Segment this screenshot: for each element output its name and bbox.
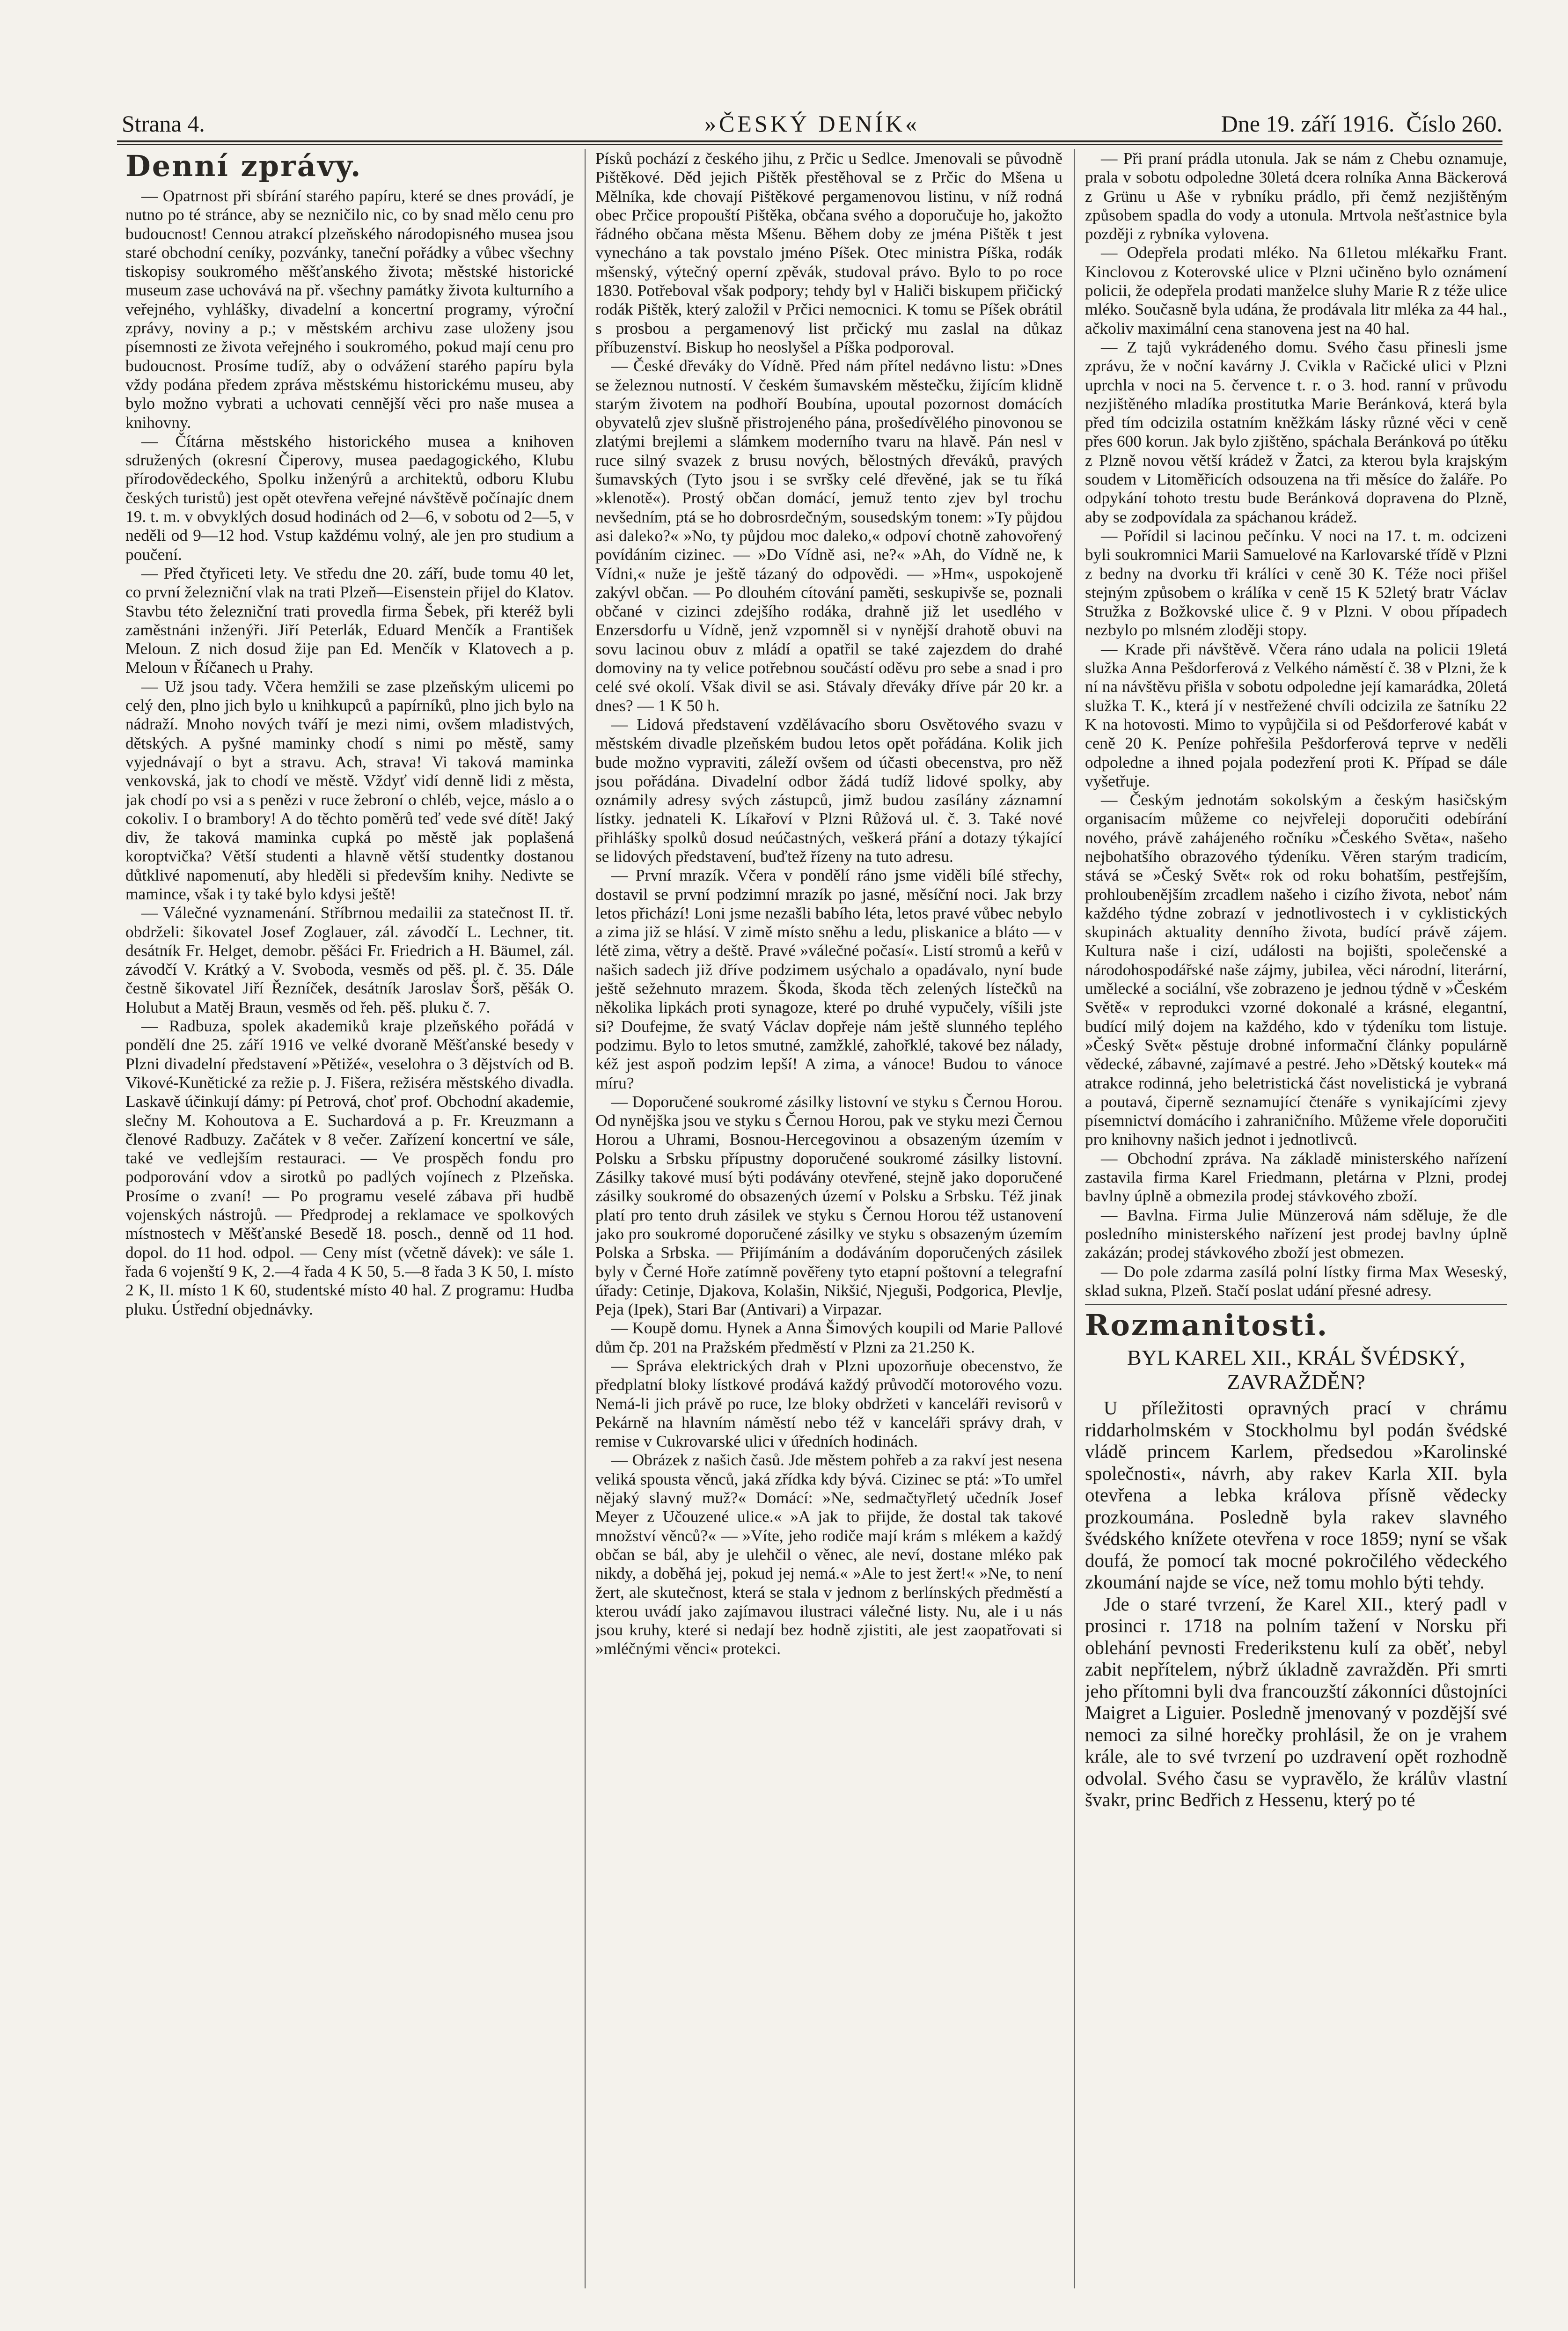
news-item: — Krade při návštěvě. Včera ráno udala na policii 19letá služka Anna Pešdorferová z Velkého náměstí č. 38 v Plzni, že k ní na návštěvu přišla v sobotu odpoledne její kamarádka, 20letá služka T. K., která jí v nestřežené chvíli odcizila ze šatníku 22 K na hotovosti. Mimo to vypůjčila si od Pešdorferové kabát v ceně 20 K. Peníze pohřešila Pešdorferová teprve v neděli odpoledne a ihned pojala podezření proti K. Případ se dále vyšetřuje. xyxy=(1085,639,1507,790)
column-3 xyxy=(1085,149,1507,2288)
news-item: — Odepřela prodati mléko. Na 61letou mlékařku Frant. Kinclovou z Koterovské ulice v Plzni učiněno bylo oznámení policii, že odepřela prodati manželce sluhy Marie R z téže ulice mléko. Současně byla udána, že prodávala litr mléka za 44 hal., ačkoliv maximální cena stanovena jest na 40 hal. xyxy=(1085,243,1507,338)
news-item: — První mrazík. Včera v pondělí ráno jsme viděli bílé střechy, dostavil se první podzimní mrazík po jasné, měsíční noci. Jak brzy letos přichází! Loni jsme nezašli babího léta, letos pravé vůbec nebylo a zima již se hlásí. V zimě místo sněhu a ledu, pliskanice a bláto — v létě zima, větry a deště. Pravé »válečné počasí«. Listí stromů a keřů v našich sadech již dříve podzimem usýchalo a opadávalo, nyní bude ještě sežehnuto mrazem. Škoda, škoda těch zelených lístečků na několika lipkách proti synagoze, které po druhé vypučely, víšili jste si? Doufejme, že svatý Václav dopřeje nám ještě slunného teplého podzimu. Bylo to letos smutné, zamžklé, zahořklé, takové bez nálady, kéž jest aspoň podzim lepší! A zima, a vánoce! Budou to vánoce míru? xyxy=(595,866,1062,1092)
column-2 xyxy=(595,149,1062,2288)
article-headline: BYL KAREL XII., KRÁL ŠVÉDSKÝ, ZAVRAŽDĚN? xyxy=(1127,1346,1465,1394)
news-item: — Českým jednotám sokolským a českým hasičským organisacím můžeme co nejvřeleji doporučiti odebírání nového, právě zahájeného ročníku »Českého Světa«, našeho nejbohatšího obrazového týdeníku. Věren starým tradicím, stává se »Český Svět« rok od roku bohatším, pestřejším, prohloubenějším zrcadlem našeho i cizího života, neboť nám každého týdne zobrazí v jednotlivostech i v cyklistických skupinách aktuality denního života, budící právě zájem. Kultura naše i cizí, události na bojišti, společenské a národohospodářské naše zájmy, jubilea, věci národní, literární, umělecké a sociální, vše zobrazeno je jednou týdně v »Českém Světě« v reprodukci vzorné dokonalé a krásné, elegantní, budící milý dojem na každého, kdo v týdeníku tom listuje. »Český Svět« pěstuje drobné informační články populárně vědecké, zábavné, zajímavé a pestré. Jeho »Dětský koutek« má atrakce rodinná, jeho beletristická část novelistická je vybraná a poutavá, čiperně seznamující čtenáře s vynikajícími zjevy písemnictví domácího i zahraničního. Můžeme vřele doporučiti pro knihovny našich jednot i jednotlivců. xyxy=(1085,790,1507,1149)
column-divider xyxy=(585,149,586,2288)
section-title-denni-zpravy: Denní zprávy. xyxy=(125,149,362,183)
news-item: Písků pochází z českého jihu, z Prčic u Sedlce. Jmenovali se původně Pištěkové. Děd jejich Pištěk přestěhoval se z Prčic do Mšena u Mělníka, kde chovají Pištěkové pergamenovou listinu, v níž rodná obec Prčice propouští Pištěka, občana svého a doporučuje ho, jakožto řádného občana města Mšenu. Během doby ze jména Pištěk t jest vynecháno a tak povstalo jméno Píšek. Otec ministra Píška, rodák mšenský, výtečný operní zpěvák, studoval právo. Bylo to po roce 1830. Potřeboval však podpory; tehdy byl v Haliči biskupem přičický rodák Pištěk, který založil v Prčici nemocnici. K tomu se Píšek obrátil s prosbou a pergamenový list prčický mu zaslal na důkaz příbuzenství. Biskup ho neoslyšel a Píška podporoval. xyxy=(595,149,1062,356)
news-item: — Před čtyřiceti lety. Ve středu dne 20. září, bude tomu 40 let, co první železniční vlak na trati Plzeň—Eisenstein přijel do Klatov. Stavbu této železniční trati provedla firma Šebek, při kteréž byli zaměstnáni inženýři. Jiří Peterlák, Eduard Menčík a František Meloun. Z nich dosud žije pan Ed. Menčík v Klatovech a p. Meloun v Říčanech u Prahy. xyxy=(125,563,574,677)
section-divider xyxy=(1085,1304,1507,1305)
column-1 xyxy=(125,149,574,2288)
news-item: — Čítárna městského historického musea a knihoven sdružených (okresní Čiperovy, musea paedagogického, Klubu přírodovědeckého, Spolku inženýrů a architektů, odboru Klubu českých turistů) jest opět otevřena veřejné návštěvě počínajíc dnem 19. t. m. v obvyklých dosud hodinách od 2—6, v sobotu od 2—5, v neděli od 9—12 hod. Vstup každému volný, ale jen pro studium a poučení. xyxy=(125,431,574,564)
masthead-rule xyxy=(117,140,1502,142)
news-item: — Obrázek z našich časů. Jde městem pohřeb a za rakví jest nesena veliká spousta věnců, jaká zřídka kdy bývá. Cizinec se ptá: »To umřel nějaký slavný muž?« Domácí: »Ne, sedmačtyřletý učedník Josef Meyer z Učouzené ulice.« »A jak to přijde, že dostal tak takové množství věnců?« — »Víte, jeho rodiče mají krám s mlékem a každý občan se bál, aby je ulehčil o věnec, ale neví, dostane mléko pak nikdy, a doběhá jej, pokud jej nemá.« »Ale to jest žert!« »Ne, to není žert, ale skutečnost, která se stala v jednom z berlínských předměstí a kterou uvádí jako zajímavou ilustraci válečné listy. Nu, ale i u nás jsou kruhy, které si nedají bez hodně zjistiti, ale jest zaopatřovati si »mléčnými věnci« protekci. xyxy=(595,1450,1062,1658)
article-body xyxy=(1085,1397,1507,1811)
masthead xyxy=(122,107,1502,140)
article-paragraph: U příležitosti opravných prací v chrámu riddarholmském v Stockholmu byl podán švédské vládě princem Karlem, předsedou »Karolinské společnosti«, návrh, aby rakev Karla XII. byla otevřena a lebka králova přísně vědecky prozkoumána. Posledně byla rakev slavného švédského knížete otevřena v roce 1859; nyní se však doufá, že pomocí tak mocné pokročilého vědeckého zkoumání najde se více, než tomu mohlo býti tehdy. xyxy=(1085,1397,1507,1593)
news-item: — Válečné vyznamenání. Stříbrnou medailii za statečnost II. tř. obdrželi: šikovatel Josef Zoglauer, zál. závodčí L. Lechner, tit. desátník Fr. Helget, demobr. pěšáci Fr. Friedrich a H. Bäumel, zál. závodčí V. Krátký a V. Svoboda, vesměs od pěš. pl. č. 35. Dále čestně šikovatel Jiří Řezníček, desátník Jaroslav Šorš, pěšák O. Holubut a Matěj Braun, vesměs od řeh. pěš. pluku č. 7. xyxy=(125,903,574,1016)
news-item: — Radbuza, spolek akademiků kraje plzeňského pořádá v pondělí dne 25. září 1916 ve velké dvoraně Měšťanské besedy v Plzni divadelní představení »Pětižé«, veselohra o 3 dějstvích od B. Vikové-Kunětické za režie p. J. Fišera, režiséra městského divadla. Laskavě účinkují dámy: pí Petrová, choť prof. Obchodní akademie, slečny M. Kohoutova a E. Suchardová a p. Fr. Kreuzmann a členové Radbuzy. Začátek v 8 večer. Zařízení koncertní ve sále, také ve vedlejším restauraci. — Ve prospěch fondu pro podporování vdov a sirotků po padlých vojínech z Plzeňska. Prosíme o zvaní! — Po programu veselé zábava při hudbě vojenských nástrojů. — Předprodej a reklamace ve spolkových místnostech v Měšťanské Besedě 18. posch., denně od 11 hod. dopol. do 11 hod. odpol. — Ceny míst (včetně dávek): ve sále 1. řada 6 vojenští 9 K, 2.—4 řada 4 K 50, 5.—8 řada 3 K 50, I. místo 2 K, II. místo 1 K 60, studentské místo 40 hal. Z programu: Hudba pluku. Ústřední objednávky. xyxy=(125,1016,574,1318)
news-item: — Lidová představení vzdělávacího sboru Osvětového svazu v městském divadle plzeňském budou letos opět pořádána. Kolik jich bude možno vypraviti, záleží ovšem od účasti obecenstva, pro něž jsou pořádána. Divadelní odbor žádá tudíž lidové spolky, aby oznámily adresy svých zástupců, jimž budou zasílány záznamní lístky. jednateli K. Líkařoví v Plzni Růžová ul. č. 3. Také nové přihlášky spolků dosud neúčastných, veškerá přání a dotazy týkající se lidových představení, buďtež řízeny na tuto adresu. xyxy=(595,714,1062,866)
news-item: — České dřeváky do Vídně. Před nám přítel nedávno listu: »Dnes se železnou nutností. V českém šumavském městečku, žijícím klidně starým životem na podhoří Boubína, upoutal pozornost domácích obyvatelů zjev slušně přistrojeného pána, prošedívělého pinovonou se zlatými brejlemi a slámkem moderního tvaru na hlavě. Pán nesl v ruce silný svazek z brusu nových, bělostných dřeváků, pravých šumavských (Tyto jsou i se svršky celé dřevěné, jak se tu říká »klenotě«). Prostý občan domácí, jemuž tento zjev byl trochu nevšedním, ptá se ho dobrosrdečným, sousedským tonem: »Ty půjdou asi daleko?« »No, ty půjdou moc daleko,« odpoví chotně zahovořený povídáním cizinec. — »Do Vídně asi, ne?« »Ah, do Vídně ne, k Vídni,« nuže je ještě tázaný do odpovědi. — »Hm«, uspokojeně zakývl občan. — Po dlouhém cítování paměti, seskupivše se, poznali občané v cizinci zdejšího rodáka, drahně již let usedlého v Enzersdorfu u Vídně, jenž vzpomněl si v nynější drahotě obuvi na sovu lacinou obuv z mládí a opatřil se také zajezdem do drahé domoviny na ty velice potřebnou součástí oděvu pro sebe a snad i pro celé své okolí. Však divil se asi. Stávaly dřeváky dříve pár 20 kr. a dnes? — 1 K 50 h. xyxy=(595,356,1062,715)
news-item: — Pořídil si lacinou pečínku. V noci na 17. t. m. odcizeni byli soukromnici Marii Samuelové na Karlovarské třídě v Plzni z bedny na dvorku tři králíci v ceně 30 K. Téže noci přišel stejným způsobem o králíka v ceně 15 K 52letý bratr Václav Stružka z Božkovské ulice č. 9 v Plzni. V obou případech nezbylo po mlsném zloději stopy. xyxy=(1085,526,1507,640)
news-item: — Už jsou tady. Včera hemžili se zase plzeňským ulicemi po celý den, plno jich bylo u knihkupců a papírníků, plno jich bylo na nádraží. Mnoho nových tváří je mezi nimi, ovšem mladistvých, dětských. A pyšné maminky chodí s nimi po městě, samy vyjednávají o byt a stravu. Ach, strava! Vi taková maminka venkovská, jak to chodí ve městě. Vždyť vidí denně lidi z města, jak chodí po vsi a s penězi v ruce žebroní o chléb, vejce, máslo a o cokoliv. I o brambory! A do těchto poměrů teď vede své dítě! Jaký div, že taková maminka cupká po městě jak poplašená koroptvička? Větší studenti a hlavně větší studentky dostanou důtklivé napomenutí, aby hleděli si především knihy. Nedivte se mamince, však i ty také bylo kdysi ještě! xyxy=(125,677,574,903)
issue-date: Dne 19. září 1916. xyxy=(1221,110,1395,137)
newspaper-title: »ČESKÝ DENÍK« xyxy=(704,110,920,137)
news-item: — Správa elektrických drah v Plzni upozorňuje obecenstvo, že předplatní bloky lístkové prodává každý průvodčí motorového vozu. Nemá-li jich právě po ruce, lze bloky obdržeti v kanceláři revisorů v Pekárně na hlavním náměstí nebo též v kanceláři správy drah, v remise v Cukrovarské ulici v úředních hodinách. xyxy=(595,1356,1062,1451)
article-paragraph: Jde o staré tvrzení, že Karel XII., který padl v prosinci r. 1718 na polním tažení v Norsku při oblehání pevnosti Frederikstenu kulí za oběť, nebyl zabit nepřítelem, nýbrž úkladně zavražděn. Při smrti jeho přítomni byli dva francouzští zákonníci důstojníci Maigret a Liguier. Posledně jmenovaný v pozdější své nemoci za silné horečky prohlásil, že on je vrahem krále, ale to své tvrzení po uzdravení opět rozhodně odvolal. Svého času se vypravělo, že králův vlastní švakr, princ Bedřich z Hessenu, který po té xyxy=(1085,1593,1507,1811)
news-item: — Bavlna. Firma Julie Münzerová nám sděluje, že dle posledního ministerského nařízení jest prodej bavlny úplně zakázán; prodej stávkového zboží jest obmezen. xyxy=(1085,1205,1507,1262)
news-item: — Koupě domu. Hynek a Anna Šimových koupili od Marie Pallové dům čp. 201 na Pražském předměstí v Plzni za 21.250 K. xyxy=(595,1318,1062,1356)
news-item: — Z tajů vykrádeného domu. Svého času přinesli jsme zprávu, že v noční kavárny J. Cvikla v Račické ulici v Plzni uprchla v noci na 5. července t. r. o 3. hod. ranní v průvodu nezjištěného mladíka prostitutka Marie Beránková, která byla před tím odcizila ostatním kněžkám lásky různé věci v ceně přes 600 korun. Jak bylo zjištěno, spáchala Beránková po útěku z Plzně novou větší krádež v Žatci, za kterou byla krajským soudem v Litoměřicích odsouzena na tři měsíce do žaláře. Po odpykání tohoto trestu bude Beránková dopravena do Plzně, aby se zodpovídala za spáchanou krádež. xyxy=(1085,337,1507,526)
page-number: Strana 4. xyxy=(122,110,205,137)
issue-date-number xyxy=(1221,107,1502,140)
news-item: — Obchodní zpráva. Na základě ministerského nařízení zastavila firma Karel Friedmann, pletárna v Plzni, prodej bavlny úplně a obmezila prodej stávkového zboží. xyxy=(1085,1148,1507,1206)
news-item: — Při praní prádla utonula. Jak se nám z Chebu oznamuje, prala v sobotu odpoledne 30letá dcera rolníka Anna Bäckerová z Grünu u Aše v rybníku prádlo, při čemž nezjištěným způsobem spadla do vody a utonula. Mrtvola nešťastnice byla později z rybníka vylovena. xyxy=(1085,149,1507,243)
issue-number: Číslo 260. xyxy=(1406,110,1502,137)
section-title-rozmanitosti: Rozmanitosti. xyxy=(1085,1308,1329,1343)
news-item: — Doporučené soukromé zásilky listovní ve styku s Černou Horou. Od nynějška jsou ve styku s Černou Horou, pak ve styku mezi Černou Horou a Uhrami, Bosnou-Hercegovinou a obsazeným územím v Polsku a Srbsku přípustny doporučené soukromé zásilky listovní. Zásilky takové musí býti podávány otevřené, stejně jako doporučené zásilky soukromé do obsazených území v Polsku a Srbsku. Též jinak platí pro tento druh zásilek ve styku s Černou Horou též ustanovení jako pro soukromé doporučené zásilky ve styku s obsazeným územím Polska a Srbska. — Přijímáním a dodáváním doporučených zásilek byly v Černé Hoře zatímně pověřeny tyto etapní poštovní a telegrafní úřady: Cetinje, Djakova, Kolašin, Nikšić, Njeguši, Podgorica, Plevlje, Peja (Ipek), Stari Bar (Antivari) a Virpazar. xyxy=(595,1092,1062,1319)
column-divider xyxy=(1074,149,1075,2288)
news-item: — Do pole zdarma zasílá polní lístky firma Max Weseský, sklad sukna, Plzeň. Stačí poslat udání přesné adresy. xyxy=(1085,1262,1507,1300)
news-item: — Opatrnost při sbírání starého papíru, které se dnes provádí, je nutno po té stránce, aby se nezničilo nic, co by snad mělo cenu pro budoucnost! Cennou atrakcí plzeňského národopisného musea jsou staré obchodní ceníky, pozvánky, taneční pořádky a vůbec všechny tiskopisy soukromého měšťanského života; městské historické museum zase uchovává na př. všechny památky života kulturního a veřejného, vyhlášky, divadelní a koncertní programy, výroční zprávy, noviny a p.; v městském archivu zase uloženy jsou písemnosti ze života veřejného i soukromého, pokud mají cenu pro budoucnost. Prosíme tudíž, aby o odvážení starého papíru byla vždy podána předem zpráva městskému historickému museu, aby bylo možno vybrati a uchovati cennější věci pro naše musea a knihovny. xyxy=(125,186,574,432)
masthead-rule-thin xyxy=(117,144,1502,145)
